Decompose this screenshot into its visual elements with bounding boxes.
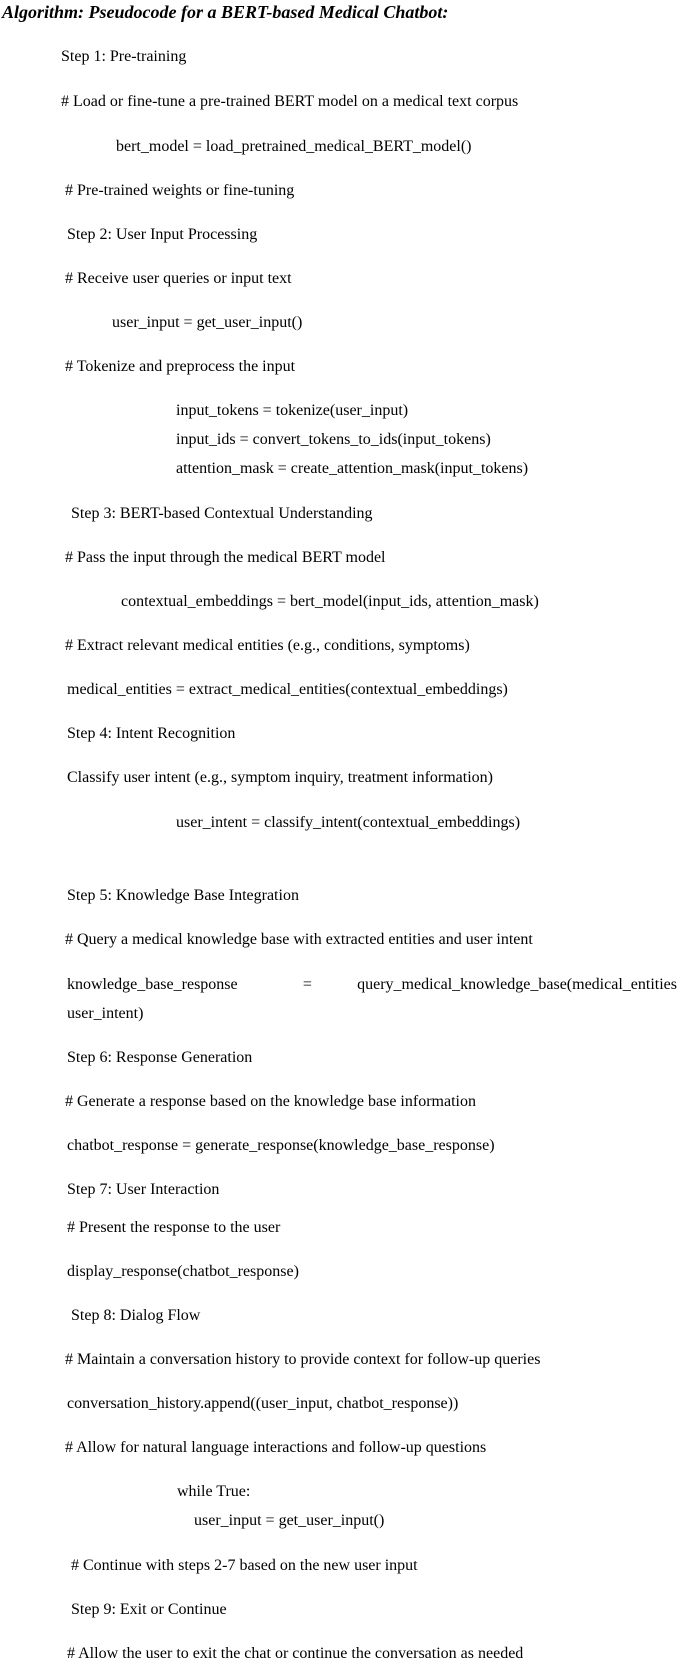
comment-line: # Extract relevant medical entities (e.g., conditions, symptoms) [65, 637, 470, 654]
comment-line: # Query a medical knowledge base with extracted entities and user intent [65, 931, 533, 948]
step-4-heading: Step 4: Intent Recognition [67, 725, 236, 742]
comment-line: # Pass the input through the medical BERT model [65, 549, 386, 566]
step-1-heading: Step 1: Pre-training [61, 48, 187, 65]
comment-line: # Allow for natural language interactions and follow-up questions [65, 1439, 487, 1456]
comment-line: # Maintain a conversation history to provide context for follow-up queries [65, 1351, 541, 1368]
text-line: Classify user intent (e.g., symptom inquiry, treatment information) [67, 769, 493, 786]
step-9-heading: Step 9: Exit or Continue [71, 1601, 227, 1618]
algorithm-title: Algorithm: Pseudocode for a BERT-based Medical Chatbot: [2, 2, 449, 22]
comment-line: # Pre-trained weights or fine-tuning [65, 182, 295, 199]
step-8-heading: Step 8: Dialog Flow [71, 1307, 201, 1324]
code-line: display_response(chatbot_response) [67, 1263, 299, 1280]
code-line: user_intent) [67, 1005, 144, 1022]
code-line: user_input = get_user_input() [112, 314, 303, 331]
step-6-heading: Step 6: Response Generation [67, 1049, 253, 1066]
comment-line: # Continue with steps 2-7 based on the new user input [71, 1557, 418, 1574]
code-line: bert_model = load_pretrained_medical_BERT_model() [116, 138, 472, 155]
comment-line: # Present the response to the user [67, 1219, 281, 1236]
code-line: user_input = get_user_input() [194, 1512, 385, 1529]
code-line: user_intent = classify_intent(contextual_embeddings) [176, 814, 521, 831]
comment-line: # Receive user queries or input text [65, 270, 292, 287]
code-line: attention_mask = create_attention_mask(input_tokens) [176, 460, 529, 477]
code-line: input_ids = convert_tokens_to_ids(input_tokens) [176, 431, 491, 448]
code-line: chatbot_response = generate_response(knowledge_base_response) [67, 1137, 495, 1154]
comment-line: # Allow the user to exit the chat or continue the conversation as needed [67, 1645, 524, 1662]
comment-line: # Generate a response based on the knowledge base information [65, 1093, 476, 1110]
code-line: medical_entities = extract_medical_entities(contextual_embeddings) [67, 681, 508, 698]
kb-op: = [302, 976, 312, 993]
kb-right: query_medical_knowledge_base(medical_entities [357, 976, 677, 993]
kb-left: knowledge_base_response [67, 976, 238, 993]
step-5-heading: Step 5: Knowledge Base Integration [67, 887, 299, 904]
comment-line: # Tokenize and preprocess the input [65, 358, 296, 375]
comment-line: # Load or fine-tune a pre-trained BERT model on a medical text corpus [61, 93, 519, 110]
step-3-heading: Step 3: BERT-based Contextual Understanding [71, 505, 373, 522]
code-line: contextual_embeddings = bert_model(input_ids, attention_mask) [121, 593, 539, 610]
code-line: conversation_history.append((user_input, chatbot_response)) [67, 1395, 459, 1412]
step-7-heading: Step 7: User Interaction [67, 1181, 220, 1198]
step-2-heading: Step 2: User Input Processing [67, 226, 258, 243]
code-line: while True: [177, 1483, 251, 1500]
code-line: input_tokens = tokenize(user_input) [176, 402, 409, 419]
kb-code-line [67, 975, 677, 995]
